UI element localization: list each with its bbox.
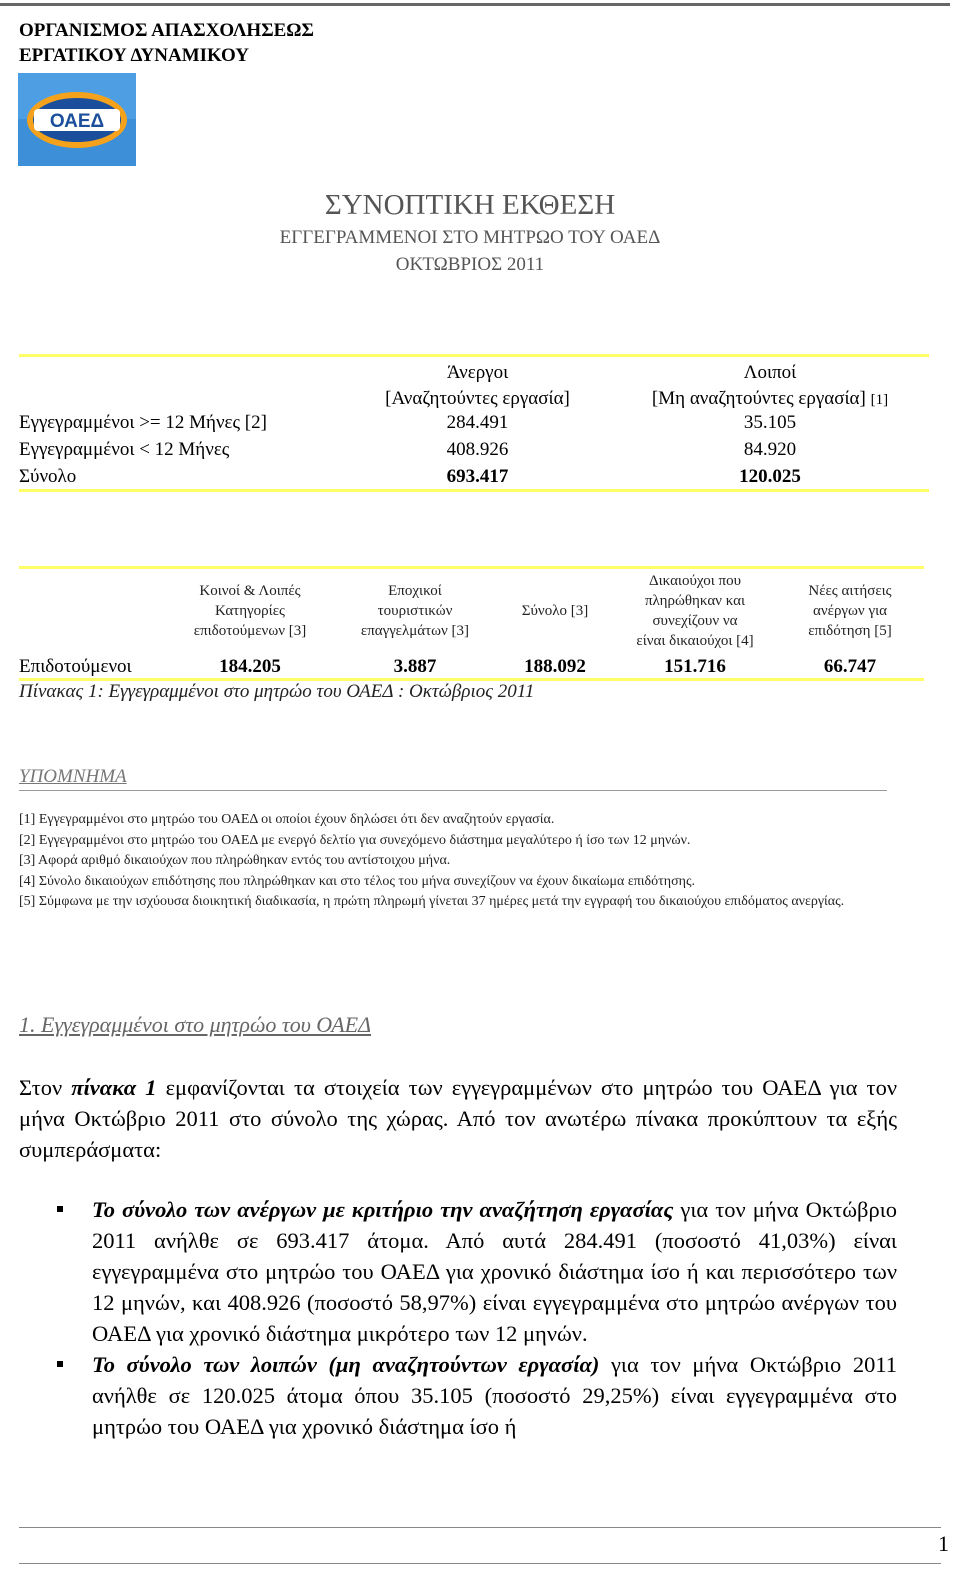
table-row: Σύνολο: [19, 466, 77, 487]
table2-header-beneficiaries: Δικαιούχοι που πληρώθηκαν και συνεχίζουν να είναι δικαιούχοι [4]: [636, 573, 754, 649]
org-line-1: ΟΡΓΑΝΙΣΜΟΣ ΑΠΑΣΧΟΛΗΣΕΩΣ: [19, 20, 314, 41]
oaed-logo: [18, 73, 136, 166]
note-5: [5] Σύμφωνα με την ισχύουσα διοικητική διαδικασία, η πρώτη πληρωμή γίνεται 37 ημέρες μετά την εγγραφή του δικαιούχου επιδόματος ανεργίας.: [19, 894, 845, 909]
table-cell: 120.025: [739, 466, 801, 487]
table-cell: 188.092: [524, 656, 586, 677]
section-heading: 1. Εγγεγραμμένοι στο μητρώο του ΟΑΕΔ: [19, 1012, 371, 1037]
table-cell: 184.205: [219, 656, 281, 677]
report-title: ΣΥΝΟΠΤΙΚΗ ΕΚΘΕΣΗ: [324, 189, 616, 221]
legend-title: ΥΠΟΜΝΗΜΑ: [19, 766, 127, 787]
table1-col-others-header: Λοιποί [Μη αναζητούντες εργασία] [1]: [651, 362, 889, 409]
table1-top-rule: [19, 354, 929, 357]
table-cell: 66.747: [823, 656, 877, 677]
conclusions-list: [19, 1194, 897, 1442]
note-4: [4] Σύνολο δικαιούχων επιδότησης που πληρώθηκαν και στο τέλος του μήνα συνεχίζουν να έχουν δικαίωμα επιδότησης.: [19, 873, 695, 889]
table2-header-common: Κοινοί & Λοιπές Κατηγορίες επιδοτούμενων [3]: [193, 583, 307, 639]
table1-col-unemployed-header: Άνεργοι [Αναζητούντες εργασία]: [385, 362, 570, 409]
table2-header-total: Σύνολο [3]: [521, 603, 589, 619]
report-subtitle: ΕΓΓΕΓΡΑΜΜΕΝΟΙ ΣΤΟ ΜΗΤΡΩΟ ΤΟΥ ΟΑΕΔ: [279, 227, 661, 248]
legend-rule: [19, 790, 887, 791]
table2-row-label: Επιδοτούμενοι: [19, 656, 132, 677]
list-item: Το σύνολο των ανέργων με κριτήριο την αναζήτηση εργασίας για τον μήνα Οκτώβριο 2011 ανήλθε σε 693.417 άτομα. Από αυτά 284.491 (ποσοστό 41,03%) είναι εγγεγραμμένα στο μητρώο του ΟΑΕΔ για χρονικό διάστημα ίσο ή και περισσότερο των 12 μηνών, και 408.926 (ποσοστό 58,97%) είναι εγγεγραμμένα στο μητρώο ανέργων του ΟΑΕΔ για χρονικό διάστημα μικρότερο των 12 μηνών.: [19, 1194, 897, 1349]
bullet-square-icon: [57, 1206, 63, 1212]
list-item: Το σύνολο των λοιπών (μη αναζητούντων εργασία) για τον μήνα Οκτώβριο 2011 ανήλθε σε 120.025 άτομα όπου 35.105 (ποσοστό 29,25%) είναι εγγεγραμμένα στο μητρώο του ΟΑΕΔ για χρονικό διάστημα ίσο ή: [19, 1349, 897, 1442]
bullet-square-icon: [57, 1361, 63, 1367]
organization-name: [19, 18, 314, 68]
section-paragraph: Στον πίνακα 1 εμφανίζονται τα στοιχεία των εγγεγραμμένων στο μητρώο του ΟΑΕΔ για τον μήνα Οκτώβριο 2011 στο σύνολο της χώρας. Από τον ανωτέρω πίνακα προκύπτουν τα εξής συμπεράσματα:: [19, 1075, 897, 1162]
note-3: [3] Αφορά αριθμό δικαιούχων που πληρώθηκαν εντός του αντίστοιχου μήνα.: [19, 853, 451, 868]
table-cell: 151.716: [664, 656, 726, 677]
table1-bottom-rule: [19, 489, 929, 492]
report-period: ΟΚΤΩΒΡΙΟΣ 2011: [395, 254, 545, 275]
logo-wordmark: ΟΑΕΔ: [49, 111, 105, 132]
table-cell: 284.491: [446, 412, 509, 433]
footer-rule: [19, 1527, 941, 1528]
table-caption: Πίνακας 1: Εγγεγραμμένοι στο μητρώο του ΟΑΕΔ : Οκτώβριος 2011: [19, 681, 535, 702]
top-rule: [0, 3, 950, 6]
table2-header-new-applications: Νέες αιτήσεις ανέργων για επιδότηση [5]: [808, 583, 892, 639]
table2-header-seasonal: Εποχικοί τουριστικών επαγγελμάτων [3]: [360, 583, 470, 639]
page-number: 1: [938, 1531, 949, 1556]
footer-bottom-rule: [19, 1563, 941, 1564]
table-row: Εγγεγραμμένοι >= 12 Μήνες [2]: [19, 412, 267, 433]
table-row: Εγγεγραμμένοι < 12 Μήνες: [19, 439, 230, 460]
note-1: [1] Εγγεγραμμένοι στο μητρώο του ΟΑΕΔ οι οποίοι έχουν δηλώσει ότι δεν αναζητούν εργασία.: [19, 812, 555, 827]
table-cell: 84.920: [743, 439, 797, 460]
table2-top-rule: [19, 566, 924, 569]
table-cell: 408.926: [446, 439, 509, 460]
table-cell: 693.417: [446, 466, 509, 487]
org-line-2: ΕΡΓΑΤΙΚΟΥ ΔΥΝΑΜΙΚΟΥ: [19, 45, 249, 66]
legend-notes: [19, 810, 896, 913]
table-cell: 35.105: [743, 412, 797, 433]
report-title-block: [0, 186, 940, 278]
table-cell: 3.887: [393, 656, 437, 677]
note-2: [2] Εγγεγραμμένοι στο μητρώο του ΟΑΕΔ με ενεργό δελτίο για συνεχόμενο διάστημα μεγαλύτερο ή ίσο των 12 μηνών.: [19, 832, 691, 848]
